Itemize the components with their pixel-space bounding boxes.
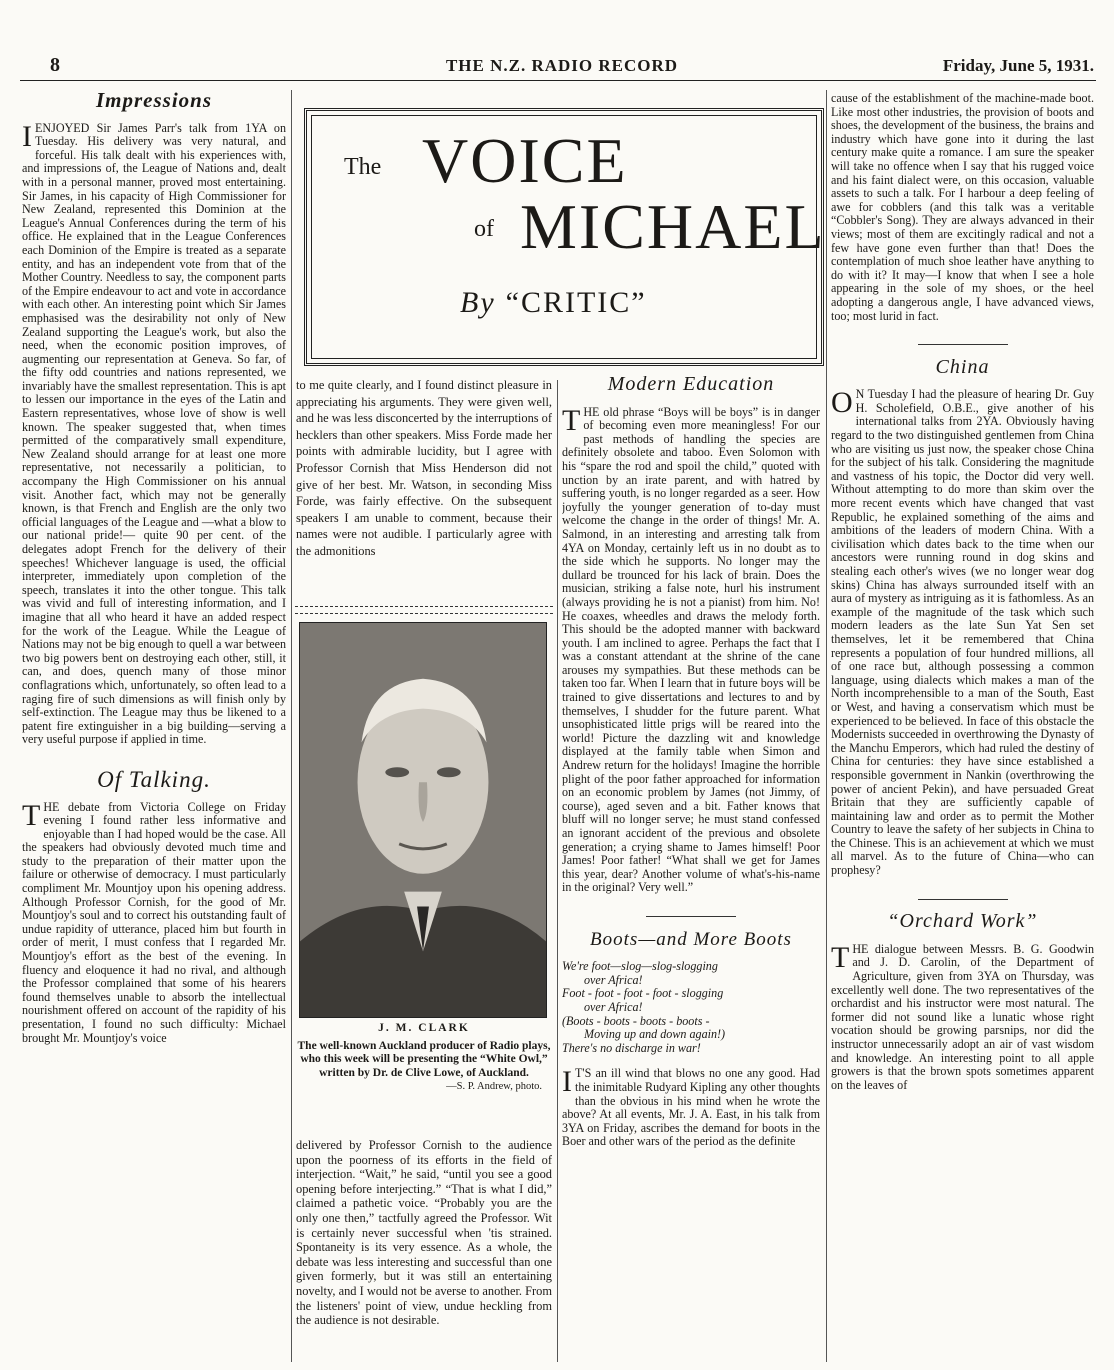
of-talking-conclusion: delivered by Professor Cornish to the audience upon the poorness of its efforts in the field of interjection. “Wait,” he said, “until you see a good opening before interjecting.” “That is what I did,” claimed a pathetic voice. “Probably you are the only one then,” tactfully agreed the Professor. Wit is certainly never successful when 'tis strained. Spontaneity is its very essence. As a whole, the debate was less interesting and successful than one given formerly, but it was still an entertaining novelty, and I would not be averse to another. From the listeners' point of view, undue heckling from the audience is not desirable.: [296, 1138, 552, 1328]
column-rule: [291, 90, 292, 1362]
section-separator: [831, 335, 1094, 349]
title-of: of: [474, 216, 494, 242]
orchard-work-article: THE dialogue between Messrs. B. G. Goodwin and J. D. Carolin, of the Department of Agriculture, given from 3YA on Thursday, was excellently well done. The two representatives of the orchardist and his instructor were most natural. The former did not sound like a lunatic whose right vocation should be growing parsnips, nor did the instructor unnecessarily adopt an air of vast wisdom and knowledge. An interesting point to all apple growers is that the brown spots sometimes apparent on the leaves of: [831, 940, 1094, 1092]
caption-name: J. M. CLARK: [378, 1022, 470, 1034]
of-talking-continued: to me quite clearly, and I found distinct pleasure in appreciating his arguments. They were given well, and he was less disconcerted by the interruptions of hecklers than other speakers. Miss Forde made her points with admirable lucidity, but I agree with Professor Cornish that Miss Henderson did not give of her best. Mr. Watson, in seconding Miss Forde, was fairly effective. On the subsequent speakers I am unable to comment, because their names were not audible. I particularly agree with the admonitions: [296, 378, 552, 558]
column-rule: [557, 380, 558, 1362]
title-michael: MICHAEL: [520, 191, 826, 262]
boots-continued: cause of the establishment of the machine-made boot. Like most other industries, the provision of boots and shoes, the development of the business, the brains and industry which have gone into it during the last century make quite a romance. I am sure the speaker will take no offence when I say that his rugged voice and his faint dialect were, on this occasion, valuable assets to such a talk. For I harbour a deep feeling of awe for cobblers (and this talk was a veritable “Cobbler's Song). They are always advanced in their views; most of them are excitingly radical and not a few have gone even further than that! Does the contemplation of much shoe leather have anything to do with it? It may—I know that when I see a hole appearing in the sole of my shoes, or the heel adopting a dangerous angle, I have advanced views, too; most lurid in fact.: [831, 92, 1094, 323]
column-2-top: [296, 377, 552, 605]
drop-cap: I: [562, 1065, 572, 1099]
impressions-heading: Impressions: [95, 92, 213, 112]
photo-border-top: [295, 606, 553, 614]
boots-article: I T'S an ill wind that blows no one any good. Had the inimitable Rudyard Kipling any other thoughts than the obvious in his mind when he wrote the above? At all events, Mr. J. A. East, in his talk from 3YA on Friday, ascribes the demand for boots in the Boer and other wars of the period as the definite: [562, 1065, 820, 1149]
china-heading: China: [935, 355, 990, 378]
page-number: 8: [50, 54, 60, 76]
china-article: O N Tuesday I had the pleasure of hearing Dr. Guy H. Scholefield, O.B.E., give another of his international talks from 2YA. Obviously having regard to the two distinguished gentlemen from China who are visiting us just now, the speaker chose China for the subject of his talk. Considering the magnitude and vastness of his topic, the Doctor did very well. Without attempting to do more than skim over the more recent events which have changed that vast Republic, he explained something of the aims and ambitions of the leaders of modern China. With a civilisation which dates back to the time when our ancestors were running round in dog skins and stealing each other's wives (we no longer wear dog skins) China has always surrounded itself with an aura of mystery as intriguing as it is fathomless. As an example of the magnitude of the task which such modern leaders as the late Sun Yat Sen set themselves, let it be remembered that China represents a population of four hundred millions, all of one race but, although possessing a common language, using dialects which makes a man of the North incomprehensible to a man of the South, East or West, and having a conservatism which must be experienced to be believed. In face of this obstacle the Modernists succeeded in overthrowing the Dynasty of the Manchu Emperors, which had ruled the destiny of China for centuries: they have since established a responsible government in Nankin (overthrowing the power of ancient Pekin), and have persuaded Great Britain that they are sufficiently capable of maintaining law and order as to permit the Mother Country to leave the safety of her subjects in China to the Chinese. This is an achievement at which we must all marvel. As to the future of China—who can prophesy?: [831, 386, 1094, 878]
of-talking-heading: Of Talking.: [97, 766, 211, 792]
drop-cap: O: [831, 386, 853, 420]
drop-cap: T: [562, 403, 581, 437]
masthead-rule: [20, 80, 1096, 81]
caption-text: The well-known Auckland producer of Radio plays, who this week will be presenting the “White Owl,” written by Dr. de Clive Lowe, of Auckland.: [297, 1039, 551, 1079]
column-1: [22, 92, 286, 1364]
modern-education-heading: Modern Education: [607, 376, 775, 395]
photo-caption: [296, 1022, 552, 1094]
byline: By “CRITIC”: [460, 286, 647, 319]
orchard-work-heading: “Orchard Work”: [887, 910, 1038, 933]
column-rule: [826, 90, 827, 1362]
publication-title: THE N.Z. RADIO RECORD: [445, 56, 679, 75]
column-4: [831, 92, 1094, 1366]
drop-cap: T: [22, 798, 41, 832]
issue-date: Friday, June 5, 1931.: [942, 56, 1094, 75]
impressions-article: IENJOYED Sir James Parr's talk from 1YA on Tuesday. His delivery was very natural, and forceful. His talk dealt with his experiences with, and impressions of, the League of Nations and, dealt with in a personal manner, proved most entertaining. Sir James, in his capacity of High Commissioner for New Zealand, represented this Dominion at the League's Annual Conferences during the term of his office. He explained that in the League Conferences each Dominion of the Empire is treated as a separate entity, and has an independent vote from that of the Mother Country. Needless to say, the component parts of the Empire endeavour to act and vote in accordance with each other. An interesting point which Sir James emphasised was the desirability not only of New Zealand supporting the League's work, but also the need, when the economic position improves, of augmenting our representation at Geneva. So far, of the fifty odd countries and nations represented, we invariably have the smallest representation. This is apt to lessen our importance in the eyes of the Latin and Eastern representatives, whose love of show is well known. The speaker suggested that, when times permitted of the comparatively small expenditure, New Zealand should arrange for at least one more representative, not necessarily a politician, to accompany the High Commissioner on his annual visit. Another fact, which may not be generally known, is that French and English are the only two official languages of the League and —what a blow to our national pride!— quite 90 per cent. of the delegates adopt French for the delivery of their speeches! Whichever language is used, the official interpreter, immediately upon completion of the speech, translates it into the other tongue. This talk was vivid and full of interesting information, and I imagine that all who heard it have an added respect for the work of the League. While the League of Nations may not be big enough to quell a war between two big powers bent on destroying each other, still, it can, and does, quench many of those minor conflagrations which, unfortunately, so often lead to a raging fire of such dimensions as will finish only by self-extinction. The League may thus be likened to a patent fire extinguisher in a big building—serving a very useful purpose if applied in time.: [22, 119, 286, 747]
kipling-verse: We're foot—slog—slog-slogging over Africa! Foot - foot - foot - foot - slogging over Africa! (Boots - boots - boots - boots - Moving up and down again!) There's no discharge in war!: [562, 959, 726, 1055]
section-separator: [831, 890, 1094, 904]
column-2-bottom: [296, 1138, 552, 1366]
title-voice: VOICE: [422, 125, 628, 196]
drop-cap: T: [831, 940, 850, 974]
column-3: [562, 376, 820, 1366]
portrait-illustration: [300, 623, 546, 1017]
title-box: [304, 108, 824, 366]
title-the: The: [344, 154, 382, 180]
of-talking-article: THE debate from Victoria College on Friday evening I found rather less informative and enjoyable than I had hoped would be the case. All the speakers had obviously devoted much time and study to the preparation of their matter upon the failure or otherwise of democracy. I must particularly compliment Mr. Mountjoy upon his opening address. Although Professor Cornish, for the good of Mr. Mountjoy's soul and to correct his outstanding fault of undue rapidity of utterance, placed him but fourth in order of merit, I must confess that I regarded Mr. Mountjoy's effort as the best of the evening. In fluency and eloquence it had no rival, and although the Professor complained that some of his hearers found themselves unable to absorb the intellectual nourishment offered on account of the rapidity of his presentation, I found no such difficulty: Michael brought Mr. Mountjoy's voice: [22, 798, 286, 1045]
masthead: [30, 52, 1094, 82]
modern-education-article: THE old phrase “Boys will be boys” is in danger of becoming even more meaningless! For our past methods of handling the species are definitely obsolete and taboo. Even Solomon with his “spare the rod and spoil the child,” quoted with unction by an irate parent, and with hatred by suffering youth, is no longer regarded as a seer. How joyfully the younger generation of to-day must welcome the change in the order of things! Mr. A. Salmond, in an interesting and arresting talk from 4YA on Monday, certainly left us in no doubt as to the side which he supports. No longer may the dullard be trounced for his lack of brain. Does the musician, striking a false note, hurl his instrument (always providing he is not a pianist) from him. No! He coaxes, wheedles and draws the melody forth. This should be the adopted manner with backward youth. I am inclined to agree. Perhaps the fact that I was a constant attendant at the shrine of the cane arouses my sympathies. But these methods can be taken too far. When I learn that in future boys will be trained to give dissertations and lectures to and by themselves, I shudder for the future parent. What unsophisticated little prigs will be reared into the world! Picture the dazzling wit and knowledge displayed at the family table when Simon and Andrew return for the holidays! Imagine the horrible plight of the poor father approached for information on an economic problem by James (not Jimmy, of course), aged seven and a bit. Father knows that bluff will no longer serve; he must stand confessed an ignorant accident of the previous and obsolete generation; a crying shame to James himself! Poor James! Poor father! “What shall we get for James this year, dear? Another volume of what's-his-name in the original? Very well.”: [562, 403, 820, 895]
boots-heading: Boots—and More Boots: [590, 928, 792, 950]
section-separator: [562, 907, 820, 921]
drop-cap: I: [22, 119, 32, 153]
portrait-photo: [299, 622, 547, 1018]
photo-credit: —S. P. Andrew, photo.: [446, 1081, 542, 1092]
